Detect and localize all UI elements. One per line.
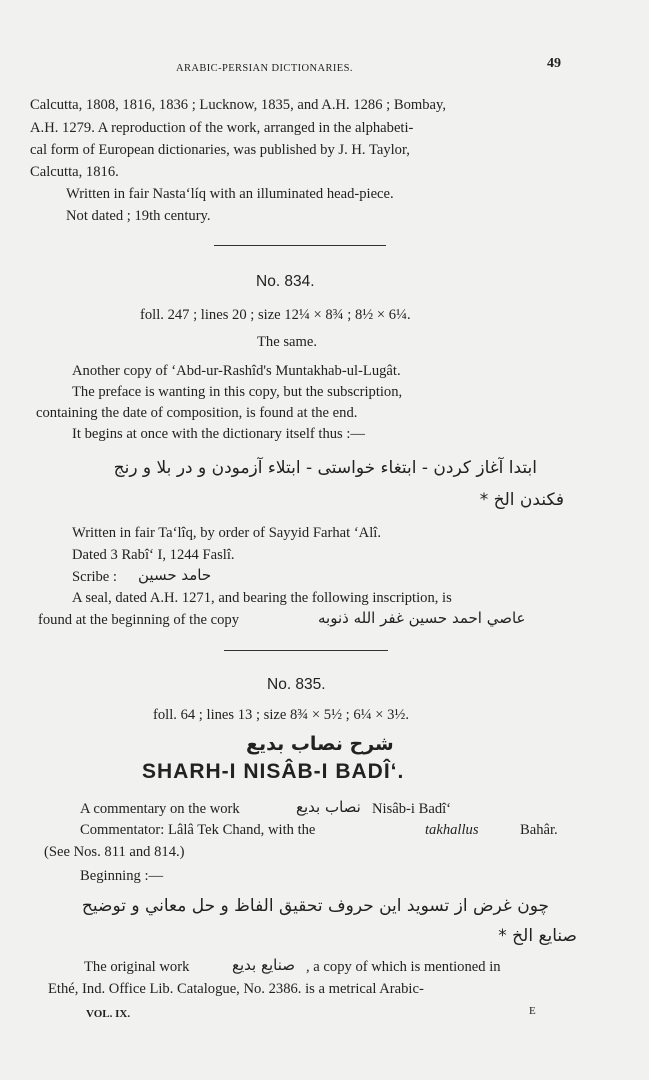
text-line: Commentator: Lâlâ Tek Chand, with the [80, 822, 316, 838]
text-line: Nisâb-i Badî‘ [372, 801, 452, 817]
text-line: Dated 3 Rabî‘ I, 1244 Faslî. [72, 547, 235, 563]
arabic-quotation: فکندن الخ ‌‌* [479, 490, 564, 510]
entry-number: No. 834. [256, 273, 315, 290]
text-line: Calcutta, 1816. [30, 164, 119, 180]
text-line: , a copy of which is mentioned in [306, 959, 501, 975]
work-name-arabic: نصاب بدیع [296, 798, 361, 816]
text-line: containing the date of composition, is found at the end. [36, 405, 358, 421]
text-line: Calcutta, 1808, 1816, 1836 ; Lucknow, 1835, and A.H. 1286 ; Bombay, [30, 97, 447, 113]
signature-mark: E [529, 1005, 536, 1017]
text-line: Beginning :— [80, 868, 164, 884]
entry-subtitle: The same. [257, 334, 317, 350]
text-line: (See Nos. 811 and 814.) [44, 844, 185, 860]
original-work-arabic: صنایع بدیع [232, 956, 295, 974]
scribe-name-arabic: حامد حسین [138, 566, 212, 584]
text-line: Not dated ; 19th century. [66, 208, 211, 224]
text-line: A commentary on the work [80, 801, 240, 817]
arabic-quotation: ابتدا آغاز کردن - ابتغاء خواستی - ابتلاء آزمودن و در بلا و رنج [113, 458, 537, 478]
text-line: Written in fair Ta‘lîq, by order of Sayyid Farhat ‘Alî. [72, 525, 381, 541]
arabic-quotation: صنایع الخ * [498, 926, 577, 946]
running-title: ARABIC-PERSIAN DICTIONARIES. [176, 63, 353, 74]
text-line: takhallus [425, 822, 479, 838]
text-line: It begins at once with the dictionary itself thus :— [72, 426, 366, 442]
text-line: The original work [84, 959, 190, 975]
text-line: A.H. 1279. A reproduction of the work, arranged in the alphabeti- [30, 120, 414, 136]
text-line: Bahâr. [520, 822, 558, 838]
entry-details: foll. 64 ; lines 13 ; size 8¾ × 5½ ; 6¼ × 3½. [153, 707, 410, 723]
text-line: Scribe : [72, 569, 117, 585]
text-line: Ethé, Ind. Office Lib. Catalogue, No. 2386. is a metrical Arabic- [48, 981, 424, 997]
arabic-quotation: چون غرض از تسوید این حروف تحقیق الفاظ و حل معاني و توضیح [81, 896, 549, 916]
arabic-title: شرح نصاب بدیع [246, 733, 394, 755]
text-line: The preface is wanting in this copy, but the subscription, [72, 384, 403, 400]
text-line: Another copy of ‘Abd-ur-Rashîd's Muntakhab-ul-Lugât. [72, 363, 401, 379]
page-number: 49 [547, 56, 561, 71]
section-divider [214, 245, 386, 246]
work-title: SHARH-I NISÂB-I BADÎ‘. [142, 760, 405, 783]
text-line: found at the beginning of the copy [38, 612, 240, 628]
text-line: Written in fair Nasta‘líq with an illuminated head-piece. [66, 186, 394, 202]
volume-label: VOL. IX. [86, 1008, 131, 1020]
entry-number: No. 835. [267, 676, 326, 693]
section-divider [224, 650, 388, 651]
text-line: A seal, dated A.H. 1271, and bearing the following inscription, is [72, 590, 452, 606]
text-line: cal form of European dictionaries, was published by J. H. Taylor, [30, 142, 410, 158]
entry-details: foll. 247 ; lines 20 ; size 12¼ × 8¾ ; 8½ × 6¼. [140, 307, 411, 323]
seal-inscription-arabic: عاصي احمد حسین غفر الله ذنوبه [318, 609, 526, 627]
